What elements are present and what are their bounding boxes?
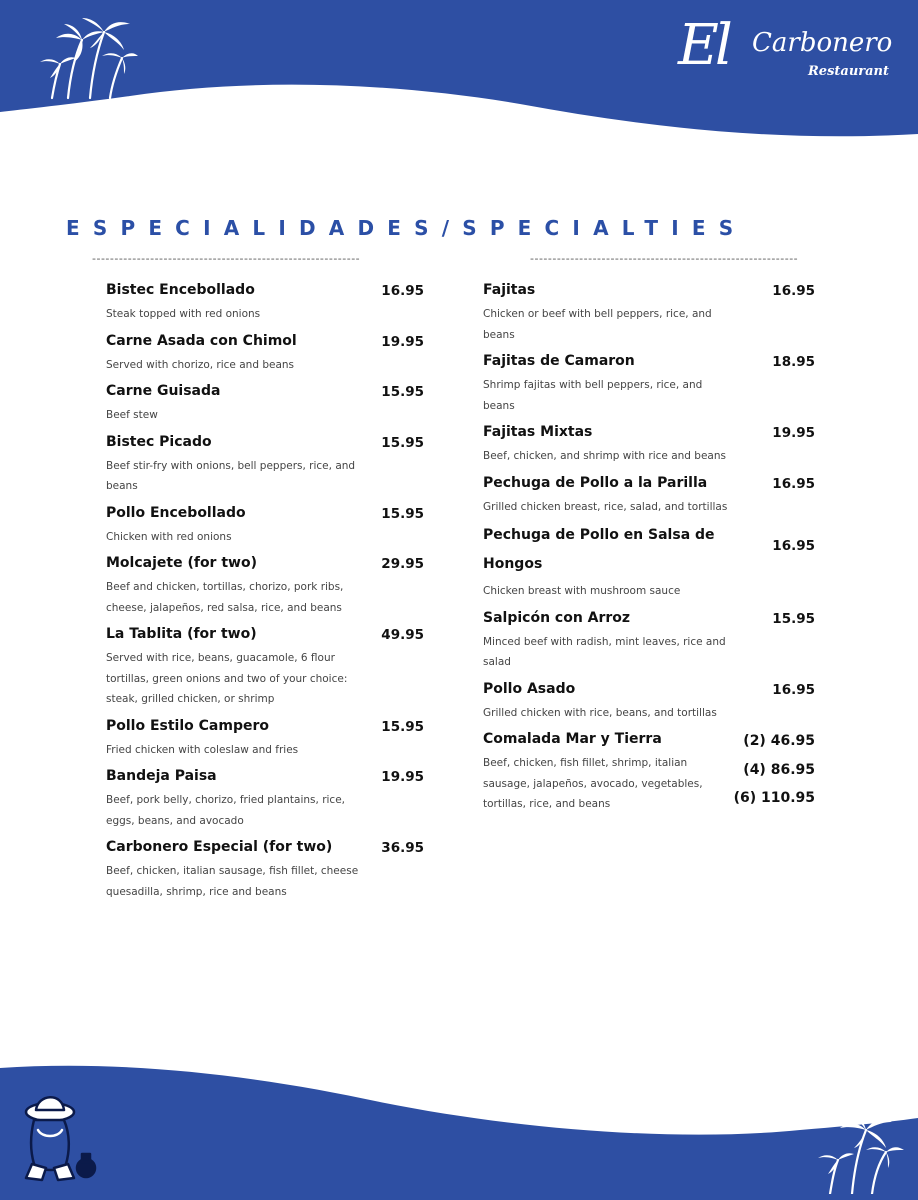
menu-item-price: 36.95 [381, 840, 424, 856]
menu-item [483, 420, 815, 467]
menu-item-name: Molcajete (for two) [106, 555, 257, 571]
menu-item-price: 15.95 [381, 718, 424, 735]
logo-name-text: Carbonero [752, 28, 893, 58]
menu-item-name: Pollo Encebollado [106, 504, 246, 521]
menu-item-price: 19.95 [381, 769, 424, 785]
menu-item-desc: Grilled chicken breast, rice, salad, and tortillas [483, 500, 728, 513]
menu-item-desc: Minced beef with radish, mint leaves, rice and salad [483, 635, 726, 668]
logo-el-text: El [678, 13, 729, 78]
menu-item-desc: Steak topped with red onions [106, 308, 261, 320]
menu-item-name: Bistec Encebollado [106, 282, 255, 298]
menu-item-desc: Served with rice, beans, guacamole, 6 flour tortillas, green onions and two of your choice: steak, grilled chicken, or shrimp [106, 652, 348, 705]
divider-left: ------------------------------------------------------------ [92, 253, 361, 265]
menu-item-name: Carne Asada con Chimol [106, 332, 297, 349]
menu-item-desc: Fried chicken with coleslaw and fries [106, 743, 299, 756]
menu-item [483, 278, 815, 345]
menu-item-price: 15.95 [772, 610, 815, 627]
menu-item [483, 521, 815, 602]
menu-column-left [106, 278, 424, 906]
menu-item-desc: Shrimp fajitas with bell peppers, rice, and beans [483, 379, 703, 412]
menu-item-price: (6) 110.95 [733, 790, 815, 806]
menu-item-price: 19.95 [381, 333, 424, 350]
menu-item-price: 16.95 [772, 283, 815, 299]
menu-item [106, 501, 424, 548]
menu-item [483, 727, 815, 815]
logo-sub-text: Restaurant [808, 64, 890, 79]
menu-item [106, 329, 424, 376]
menu-item-name: Bistec Picado [106, 433, 212, 450]
menu-item-name: Carbonero Especial (for two) [106, 839, 333, 855]
menu-item-price: 29.95 [381, 556, 424, 572]
divider-right: ------------------------------------------------------------ [530, 253, 799, 265]
menu-item-price: 16.95 [772, 538, 815, 554]
menu-item-desc: Chicken with red onions [106, 530, 232, 543]
menu-item-desc: Chicken breast with mushroom sauce [483, 585, 681, 597]
menu-column-right [483, 278, 815, 819]
menu-item [106, 764, 424, 831]
menu-item-price: (4) 86.95 [743, 761, 815, 778]
menu-item-price: 16.95 [381, 283, 424, 299]
menu-item-name: Fajitas de Camaron [483, 353, 635, 369]
menu-item [106, 622, 424, 710]
menu-item-price: 15.95 [381, 505, 424, 522]
menu-item [106, 430, 424, 497]
restaurant-logo [678, 14, 898, 92]
section-title: ESPECIALIDADES/SPECIALTIES [66, 216, 747, 240]
menu-item-desc: Grilled chicken with rice, beans, and tortillas [483, 706, 717, 719]
menu-item-name: Pollo Estilo Campero [106, 717, 269, 734]
menu-item [483, 349, 815, 416]
menu-item-name: Fajitas Mixtas [483, 424, 593, 440]
menu-item-desc: Beef, chicken, italian sausage, fish fillet, cheese quesadilla, shrimp, rice and beans [106, 865, 359, 898]
menu-item-desc: Beef stew [106, 409, 158, 421]
menu-item [483, 677, 815, 724]
menu-item-desc: Beef and chicken, tortillas, chorizo, pork ribs, cheese, jalapeños, red salsa, rice, and beans [106, 581, 344, 614]
menu-item-name: Carne Guisada [106, 383, 221, 399]
menu-item-desc: Chicken or beef with bell peppers, rice, and beans [483, 308, 712, 341]
menu-item [106, 835, 424, 902]
palm-trees-icon [806, 1108, 904, 1194]
menu-item [483, 471, 815, 518]
menu-item [106, 551, 424, 618]
menu-item [483, 606, 815, 673]
menu-item-desc: Served with chorizo, rice and beans [106, 358, 295, 371]
menu-item-desc: Beef, chicken, and shrimp with rice and beans [483, 450, 726, 462]
menu-item [106, 714, 424, 761]
menu-item-price-list [734, 727, 815, 813]
menu-item-name: La Tablita (for two) [106, 626, 257, 642]
menu-item-name: Bandeja Paisa [106, 768, 217, 784]
menu-item-price: 16.95 [772, 475, 815, 492]
menu-item-name: Comalada Mar y Tierra [483, 731, 662, 747]
menu-item-name: Pechuga de Pollo a la Parilla [483, 474, 708, 491]
menu-item [106, 379, 424, 426]
mascot-icon [20, 1086, 100, 1186]
menu-item-price: 49.95 [381, 627, 424, 643]
menu-item-name: Salpicón con Arroz [483, 609, 631, 626]
menu-item-price: 18.95 [772, 354, 815, 370]
menu-item-price: 19.95 [772, 425, 815, 441]
palm-trees-icon [38, 14, 138, 100]
menu-item-name: Pechuga de Pollo en Salsa de Hongos [483, 527, 715, 572]
menu-item-desc: Beef, pork belly, chorizo, fried plantains, rice, eggs, beans, and avocado [106, 794, 346, 827]
menu-item-price: 16.95 [772, 681, 815, 698]
menu-item-price: (2) 46.95 [743, 733, 815, 749]
menu-item [106, 278, 424, 325]
menu-item-price: 15.95 [381, 384, 424, 400]
menu-item-name: Pollo Asado [483, 680, 576, 697]
menu-item-name: Fajitas [483, 282, 536, 298]
menu-item-desc: Beef stir-fry with onions, bell peppers, rice, and beans [106, 459, 356, 492]
footer-wave [0, 1060, 918, 1200]
menu-item-desc: Beef, chicken, fish fillet, shrimp, italian sausage, jalapeños, avocado, vegetables, tortillas, rice, and beans [483, 757, 703, 810]
menu-item-price: 15.95 [381, 434, 424, 451]
